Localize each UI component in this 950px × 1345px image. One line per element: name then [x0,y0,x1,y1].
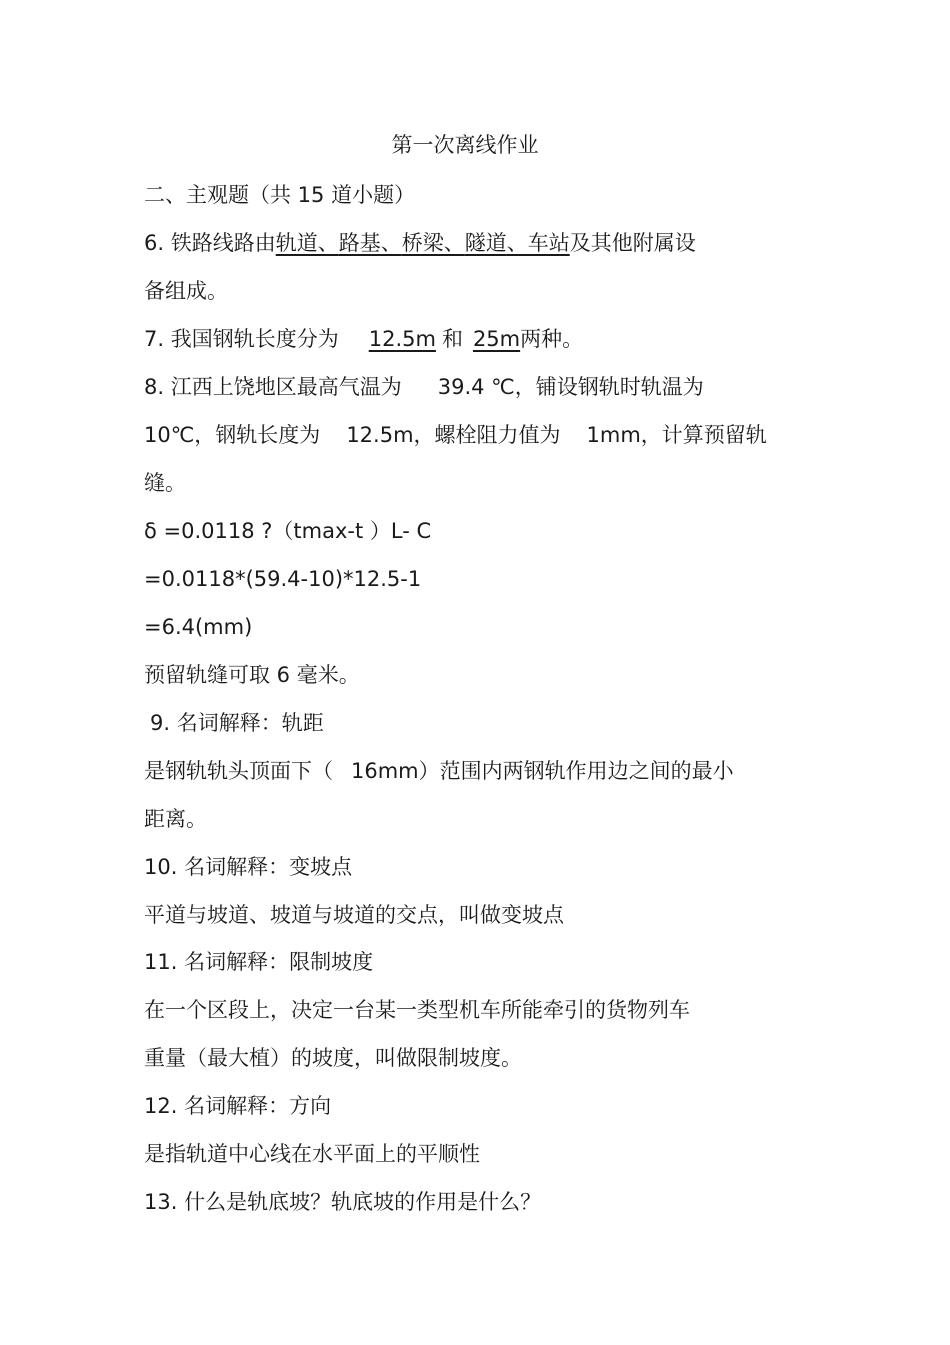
q9-line1 [144,757,734,785]
q8-formula-3: =6.4(mm) [144,615,253,639]
q7-value-1: 12.5m [368,327,436,351]
section-heading: 二、主观题（共 15 道小题） [144,183,416,207]
q8-line2c: 1mm，计算预留轨 [586,423,767,447]
q7-suffix: 两种。 [520,327,584,351]
q7-value-2: 25m [472,327,521,351]
q9-line1a: 是钢轨轨头顶面下（ [144,759,333,783]
q6-line2: 备组成。 [144,279,228,303]
q8-answer: 预留轨缝可取 6 毫米。 [144,663,360,687]
q13-label: 13. 什么是轨底坡？轨底坡的作用是什么？ [144,1190,542,1214]
q9-line1b: 16mm）范围内两钢轨作用边之间的最小 [351,759,734,783]
q6-part-subgrade: 路基、 [338,231,402,255]
q10-label: 10. 名词解释：变坡点 [144,855,353,879]
q8-line3: 缝。 [144,471,186,495]
q11-line2: 重量（最大植）的坡度，叫做限制坡度。 [144,1046,522,1070]
q6-line1 [144,229,696,257]
q8-line1b: 39.4 ℃，铺设钢轨时轨温为 [437,375,704,399]
q7-line [144,325,583,353]
q9-label: 9. 名词解释：轨距 [150,711,324,735]
q10-answer: 平道与坡道、坡道与坡道的交点，叫做变坡点 [144,903,564,927]
q12-label: 12. 名词解释：方向 [144,1094,332,1118]
q8-formula-2: =0.0118*(59.4-10)*12.5-1 [144,567,422,591]
q6-part-station: 、车站 [506,231,570,255]
q6-prefix: 6. 铁路线路由 [144,231,276,255]
q8-line2a: 10℃，钢轨长度为 [144,423,321,447]
q8-line2b: 12.5m，螺栓阻力值为 [346,423,561,447]
q12-answer: 是指轨道中心线在水平面上的平顺性 [144,1142,480,1166]
q8-formula-1: δ =0.0118 ?（tmax-t ）L- C [144,519,432,543]
q8-line1 [144,373,704,401]
q6-part-track: 轨道、 [275,231,339,255]
q8-line2 [144,421,767,449]
q6-part-rest: 及其他附属设 [569,231,696,255]
q6-part-tunnel: 隧道 [464,231,507,255]
q8-line1a: 8. 江西上饶地区最高气温为 [144,375,402,399]
q11-line1: 在一个区段上，决定一台某一类型机车所能牵引的货物列车 [144,998,690,1022]
q9-line2: 距离。 [144,807,207,831]
q7-mid: 和 [441,327,463,351]
q7-prefix: 7. 我国钢轨长度分为 [144,327,339,351]
page-title: 第一次离线作业 [391,133,539,157]
q11-label: 11. 名词解释：限制坡度 [144,950,374,974]
q6-part-bridge: 桥梁、 [401,231,465,255]
